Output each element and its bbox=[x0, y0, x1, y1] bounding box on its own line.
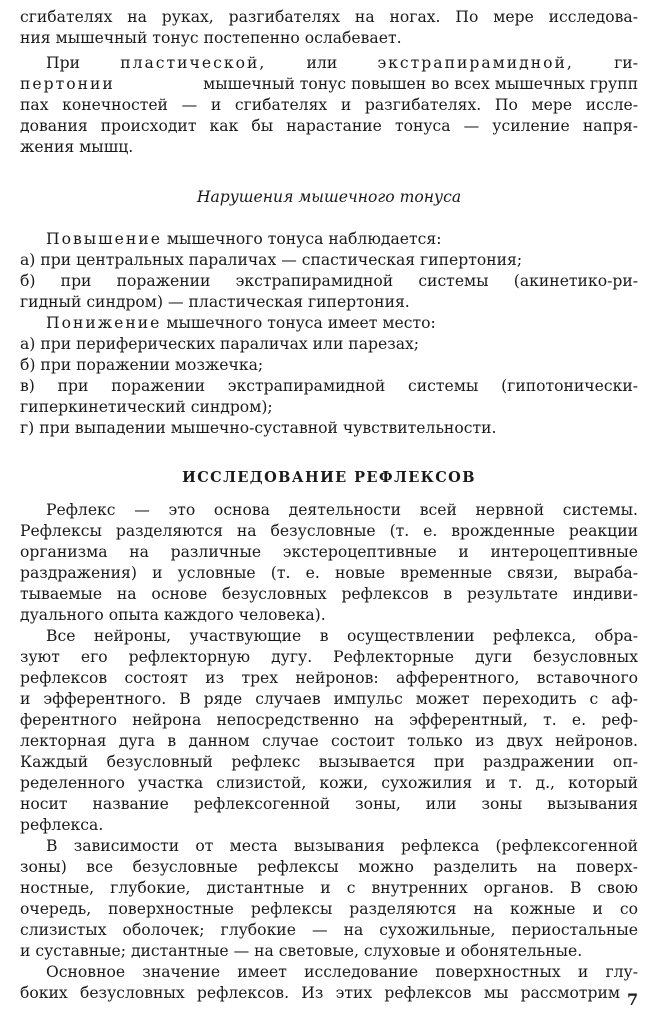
list-item: б) при поражении экстрапирамидной системы (акинетико-ри- bbox=[20, 272, 638, 290]
text-line: и эфферентного. В ряде случаев импульс может переходить с аф- bbox=[20, 690, 638, 708]
page-number: 7 bbox=[627, 990, 639, 1009]
text-fragment: При bbox=[46, 54, 80, 72]
text-line: ния мышечный тонус постепенно ослабевает. bbox=[20, 29, 402, 47]
list-item: в) при поражении экстрапирамидной системы (гипотонически- bbox=[20, 377, 638, 395]
section-title: Нарушения мышечного тонуса bbox=[196, 188, 462, 206]
text-line: зуют его рефлекторную дугу. Рефлекторные дуги безусловных bbox=[20, 648, 638, 666]
text-line: пах конечностей — и сгибателях и разгибателях. По мере иссле- bbox=[20, 96, 638, 114]
text-line: дования происходит как бы нарастание тонуса — усиление напря- bbox=[20, 117, 638, 135]
text-line: Каждый безусловный рефлекс вызывается при раздражении оп- bbox=[20, 753, 638, 771]
text-line: дуального опыта каждого человека). bbox=[20, 606, 326, 624]
text-fragment: мышечного тонуса имеет место: bbox=[166, 314, 436, 332]
text-line: очередь, поверхностные рефлексы разделяются на кожные и со bbox=[20, 900, 638, 918]
text-line: лекторная дуга в данном случае состоит только из двух нейронов. bbox=[20, 732, 638, 750]
text-line bbox=[20, 54, 638, 75]
text-line: сгибателях на руках, разгибателях на ногах. По мере исследова- bbox=[20, 8, 638, 26]
text-line: носит название рефлексогенной зоны, или зоны вызывания bbox=[20, 795, 638, 813]
text-line bbox=[20, 75, 638, 96]
text-line: слизистых оболочек; глубокие — на сухожильные, периостальные bbox=[20, 921, 638, 939]
text-line: ностные, глубокие, дистантные и с внутренних органов. В свою bbox=[20, 879, 638, 897]
text-line: раздражения) и условные (т. е. новые временные связи, выраба- bbox=[20, 564, 638, 582]
text-line: организма на различные экстероцептивные и интероцептивные bbox=[20, 543, 638, 561]
spaced-term: пластической, bbox=[120, 54, 267, 72]
text-line: зоны) все безусловные рефлексы можно разделить на поверх- bbox=[20, 858, 638, 876]
text-line bbox=[20, 230, 638, 251]
list-item: гидный синдром) — пластическая гипертония. bbox=[20, 293, 410, 311]
text-fragment: мышечный тонус повышен во всех мышечных групп bbox=[203, 75, 638, 93]
text-line: Все нейроны, участвующие в осуществлении рефлекса, обра- bbox=[46, 627, 638, 645]
section-heading: ИССЛЕДОВАНИЕ РЕФЛЕКСОВ bbox=[182, 469, 476, 486]
text-line: рефлекса. bbox=[20, 816, 104, 834]
list-item: а) при центральных параличах — спастическая гипертония; bbox=[20, 251, 523, 269]
text-line: и суставные; дистантные — на световые, слуховые и обонятельные. bbox=[20, 942, 583, 960]
list-item: гиперкинетический синдром); bbox=[20, 398, 273, 416]
text-line: Рефлексы разделяются на безусловные (т. е. врожденные реакции bbox=[20, 522, 638, 540]
text-line: Основное значение имеет исследование поверхностных и глу- bbox=[46, 963, 638, 981]
text-line: В зависимости от места вызывания рефлекса (рефлексогенной bbox=[46, 837, 638, 855]
text-line: жения мышц. bbox=[20, 138, 134, 156]
spaced-term: Понижение bbox=[46, 314, 162, 332]
text-fragment: мышечного тонуса наблюдается: bbox=[166, 230, 442, 248]
list-item: г) при выпадении мышечно-суставной чувствительности. bbox=[20, 419, 497, 437]
spaced-term: экстрапирамидной, bbox=[377, 54, 574, 72]
text-line: ределенного участка слизистой, кожи, сухожилия и т. д., который bbox=[20, 774, 638, 792]
list-item: а) при периферических параличах или парезах; bbox=[20, 335, 420, 353]
text-line: тываемые на основе безусловных рефлексов в результате индиви- bbox=[20, 585, 638, 603]
text-line: ферентного нейрона непосредственно на эфферентный, т. е. реф- bbox=[20, 711, 638, 729]
text-fragment: ги- bbox=[614, 54, 638, 72]
text-fragment: или bbox=[306, 54, 338, 72]
text-line: рефлексов состоят из трех нейронов: афферентного, вставочного bbox=[20, 669, 638, 687]
text-line: боких безусловных рефлексов. Из этих рефлексов мы рассмотрим bbox=[20, 984, 620, 1002]
list-item: б) при поражении мозжечка; bbox=[20, 356, 264, 374]
text-line: Рефлекс — это основа деятельности всей нервной системы. bbox=[46, 501, 638, 519]
text-line bbox=[20, 314, 638, 335]
spaced-term: пертонии bbox=[20, 75, 115, 93]
spaced-term: Повышение bbox=[46, 230, 162, 248]
